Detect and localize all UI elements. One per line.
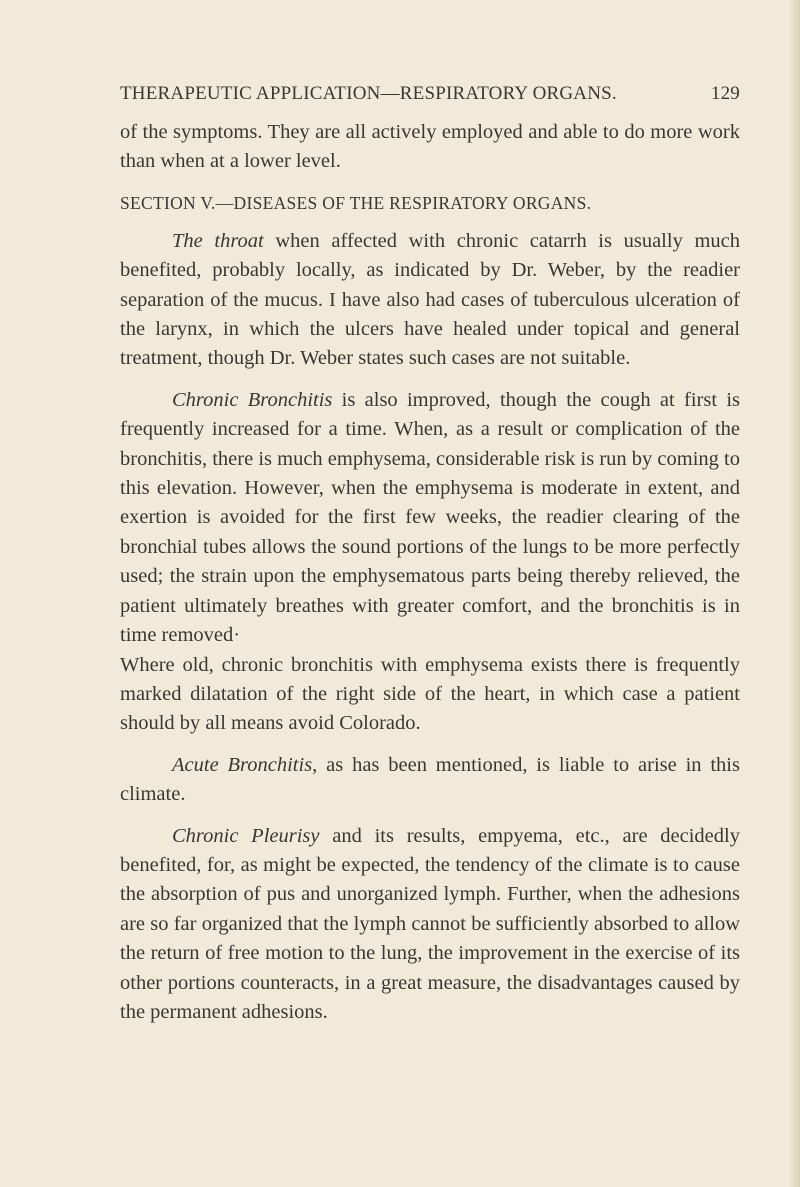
paragraph-lead-acute-bronchitis: Acute Bronchitis [172, 753, 313, 776]
paragraph-body-throat: when affected with chronic catarrh is usually much benefited, probably locally, as indicated by Dr. Weber, by the readier separation of the mucus. I have also had cases of tuberculous ulceration of the larynx, in which the ulcers have healed under topical and general treatment, though Dr. Weber states such cases are not suitable. [120, 229, 740, 370]
paragraph-chronic-pleurisy [120, 822, 740, 1028]
paragraph-body-chronic-pleurisy: and its results, empyema, etc., are decidedly benefited, for, as might be expected, the tendency of the climate is to cause the absorption of pus and unorganized lymph. Further, when the adhesions are so far organized that the lymph cannot be sufficiently absorbed to allow the return of free motion to the lung, the improvement in the exercise of its other portions counteracts, in a great measure, the disadvantages caused by the permanent adhesions. [120, 824, 740, 1023]
paragraph-lead-chronic-bronchitis: Chronic Bronchitis [172, 388, 333, 411]
opening-paragraph: of the symptoms. They are all actively employed and able to do more work than when at a lower level. [120, 121, 740, 173]
text-column [120, 80, 740, 1027]
paragraph-throat [120, 227, 740, 374]
paragraph-lead-chronic-pleurisy: Chronic Pleurisy [172, 824, 320, 847]
paragraph-body-acute-bronchitis: , as has been mentioned, is liable to arise in this climate. [120, 753, 740, 806]
running-head [120, 80, 740, 108]
paragraph-lead-throat: The throat [172, 229, 264, 252]
page-number: 129 [710, 83, 740, 104]
paragraph-chronic-bronchitis [120, 386, 740, 651]
paragraph-emphysema [120, 651, 740, 739]
paragraph-acute-bronchitis [120, 751, 740, 810]
paragraph-body-chronic-bronchitis: is also improved, though the cough at first is frequently increased for a time. When, as a result or complication of the bronchitis, there is much emphysema, considerable risk is run by coming to this elevation. However, when the emphysema is moderate in extent, and exertion is avoided for the first few weeks, the readier clearing of the bronchial tubes allows the sound portions of the lungs to be more perfectly used; the strain upon the emphysematous parts being thereby relieved, the patient ultimately breathes with greater comfort, and the bronchitis is in time removed· [120, 388, 741, 647]
paragraph-body-emphysema: Where old, chronic bronchitis with emphysema exists there is frequently marked dilatation of the right side of the heart, in which case a patient should by all means avoid Colorado. [120, 653, 740, 735]
running-head-title: THERAPEUTIC APPLICATION—RESPIRATORY ORGANS. [120, 83, 617, 104]
page-edge-shadow [790, 0, 800, 1187]
section-heading: SECTION V.—DISEASES OF THE RESPIRATORY ORGANS. [120, 192, 592, 213]
